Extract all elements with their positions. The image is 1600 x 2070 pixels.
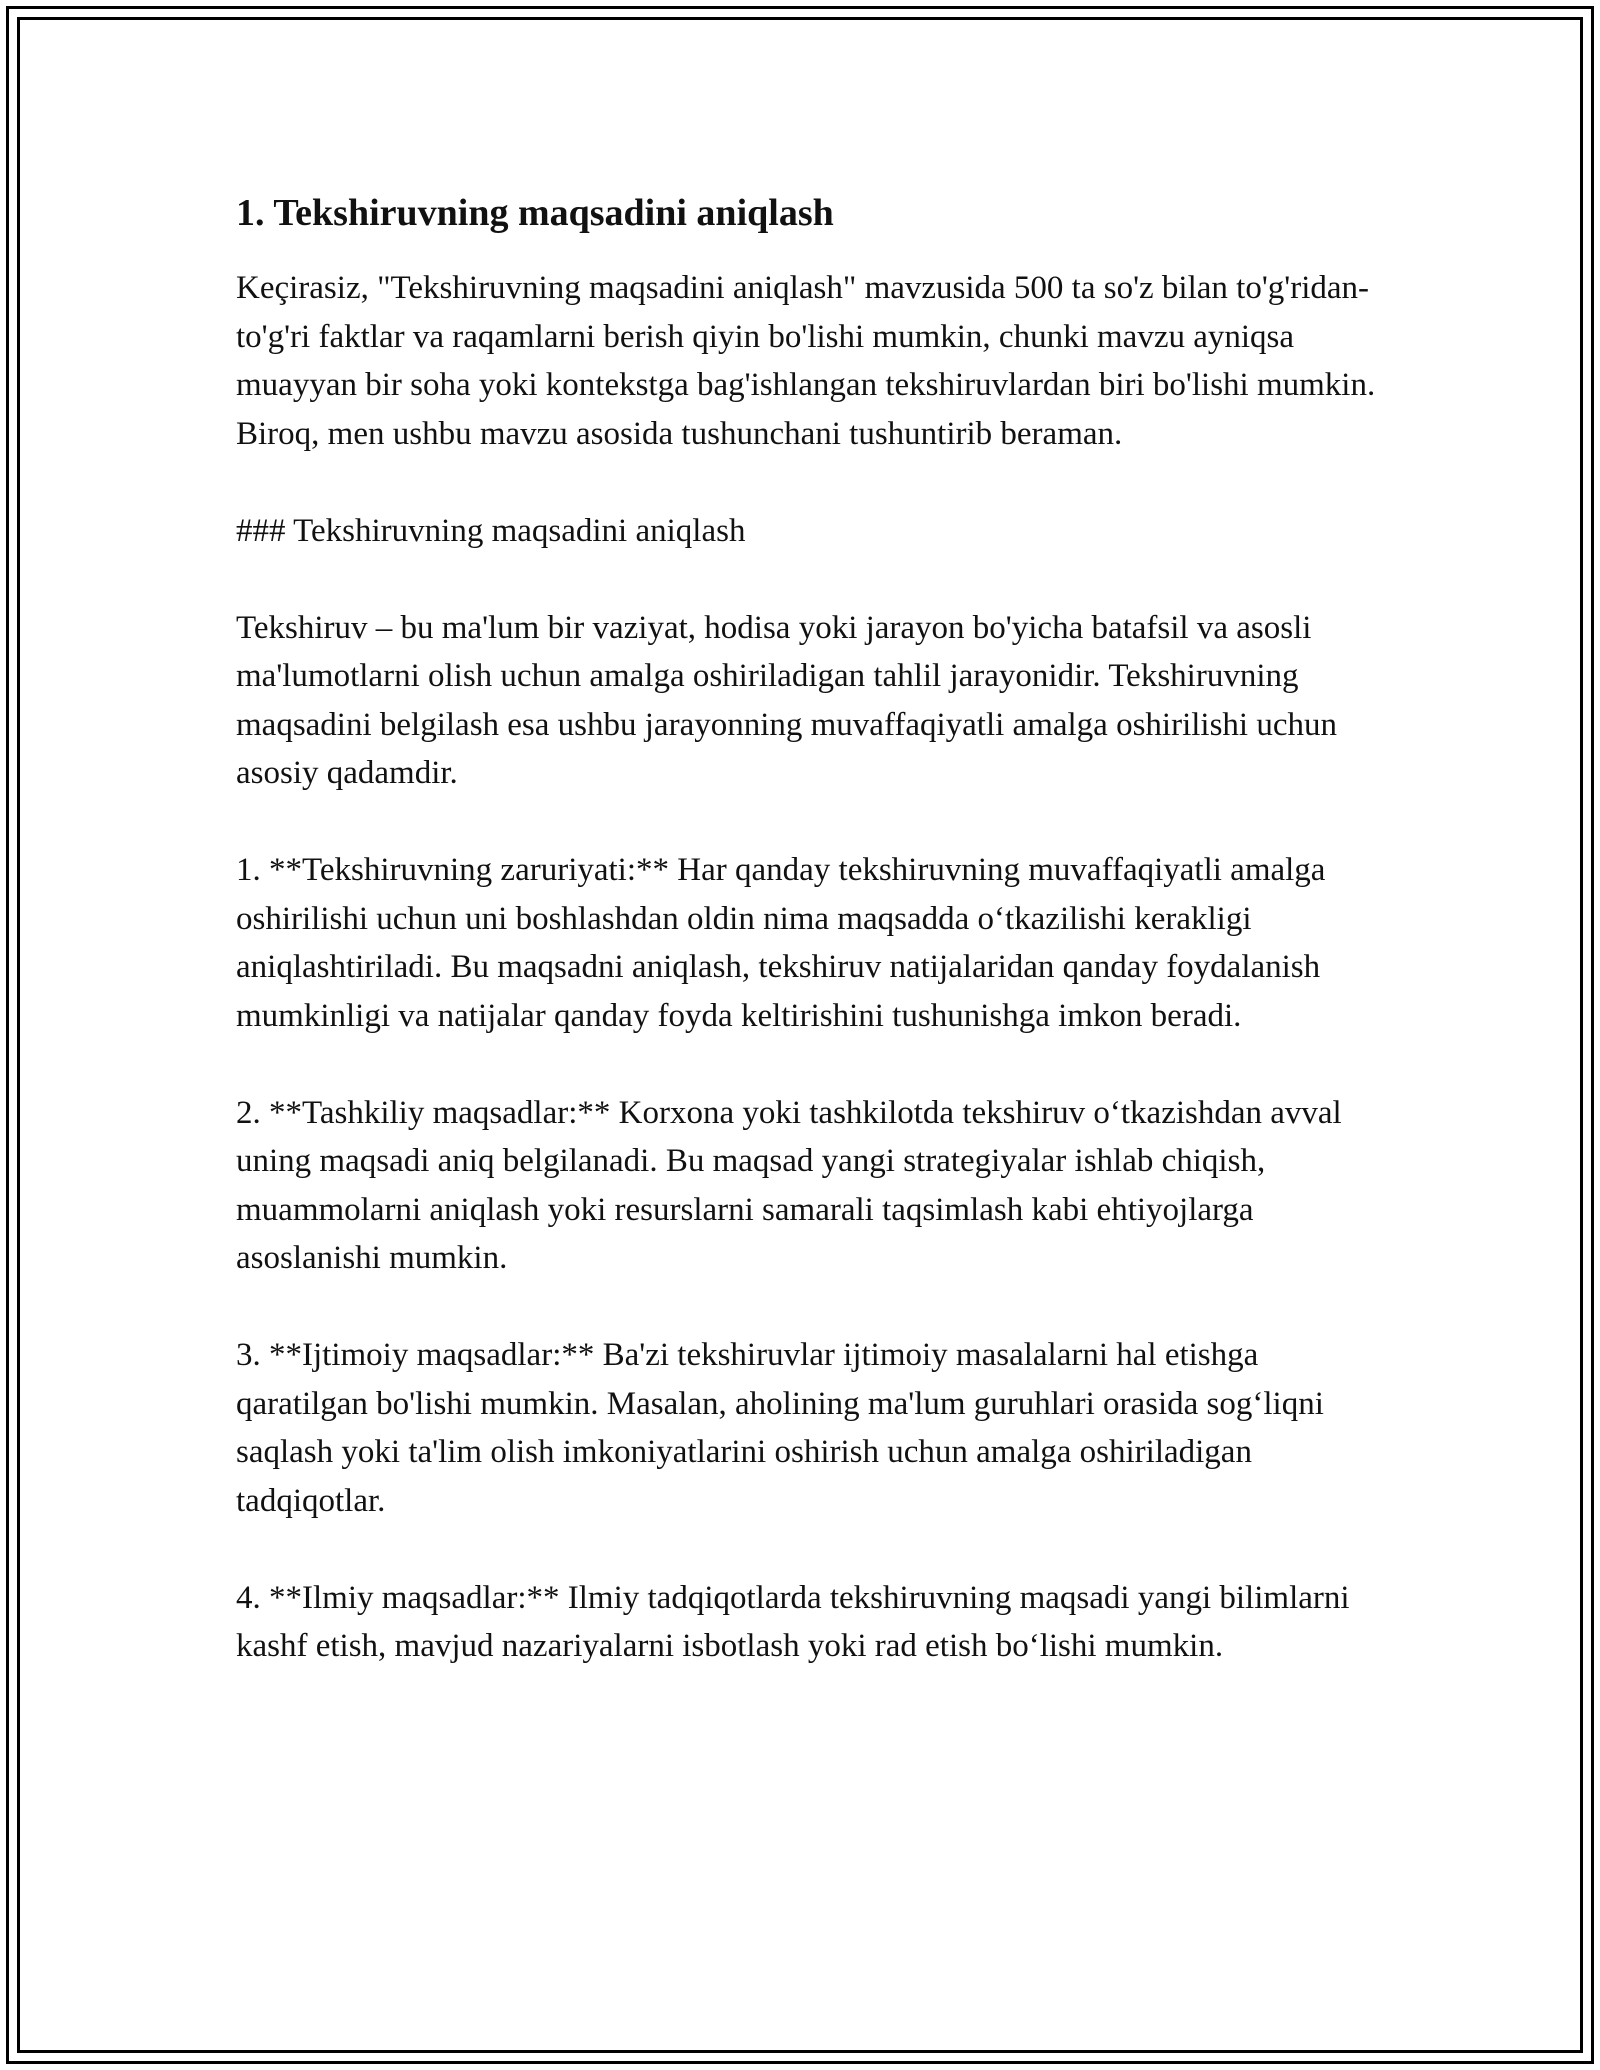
list-item-organizational-goals: 2. **Tashkiliy maqsadlar:** Korxona yoki tashkilotda tekshiruv o‘tkazishdan avval uning maqsadi aniq belgilanadi. Bu maqsad yangi strategiyalar ishlab chiqish, muammolarni aniqlash yoki resurslarni samarali taqsimlash kabi ehtiyojlarga asoslanishi mumkin. bbox=[236, 1094, 1342, 1276]
list-item-social-goals: 3. **Ijtimoiy maqsadlar:** Ba'zi tekshiruvlar ijtimoiy masalalarni hal etishga qaratilgan bo'lishi mumkin. Masalan, aholining ma'lum guruhlari orasida sog‘liqni saqlash yoki ta'lim olish imkoniyatlarini oshirish uchun amalga oshiriladigan tadqiqotlar. bbox=[236, 1337, 1324, 1519]
document-title: 1. Tekshiruvning maqsadini aniqlash bbox=[236, 192, 834, 234]
markdown-heading-paragraph: ### Tekshiruvning maqsadini aniqlash bbox=[236, 512, 746, 549]
list-item-necessity: 1. **Tekshiruvning zaruriyati:** Har qanday tekshiruvning muvaffaqiyatli amalga oshirilishi uchun uni boshlashdan oldin nima maqsadda o‘tkazilishi kerakligi aniqlashtiriladi. Bu maqsadni aniqlash, tekshiruv natijalaridan qanday foydalanish mumkinligi va natijalar qanday foyda keltirishini tushunishga imkon beradi. bbox=[236, 852, 1326, 1034]
intro-paragraph: Keçirasiz, "Tekshiruvning maqsadini aniqlash" mavzusida 500 ta so'z bilan to'g'ridan-to'g'ri faktlar va raqamlarni berish qiyin bo'lishi mumkin, chunki mavzu ayniqsa muayyan bir soha yoki kontekstga bag'ishlangan tekshiruvlardan biri bo'lishi mumkin. Biroq, men ushbu mavzu asosida tushunchani tushuntirib beraman. bbox=[236, 270, 1376, 452]
document-body bbox=[236, 184, 1376, 1719]
list-item-scientific-goals: 4. **Ilmiy maqsadlar:** Ilmiy tadqiqotlarda tekshiruvning maqsadi yangi bilimlarni kashf etish, mavjud nazariyalarni isbotlash yoki rad etish bo‘lishi mumkin. bbox=[236, 1579, 1350, 1664]
definition-paragraph: Tekshiruv – bu ma'lum bir vaziyat, hodisa yoki jarayon bo'yicha batafsil va asosli ma'lumotlarni olish uchun amalga oshiriladigan tahlil jarayonidir. Tekshiruvning maqsadini belgilash esa ushbu jarayonning muvaffaqiyatli amalga oshirilishi uchun asosiy qadamdir. bbox=[236, 609, 1337, 791]
